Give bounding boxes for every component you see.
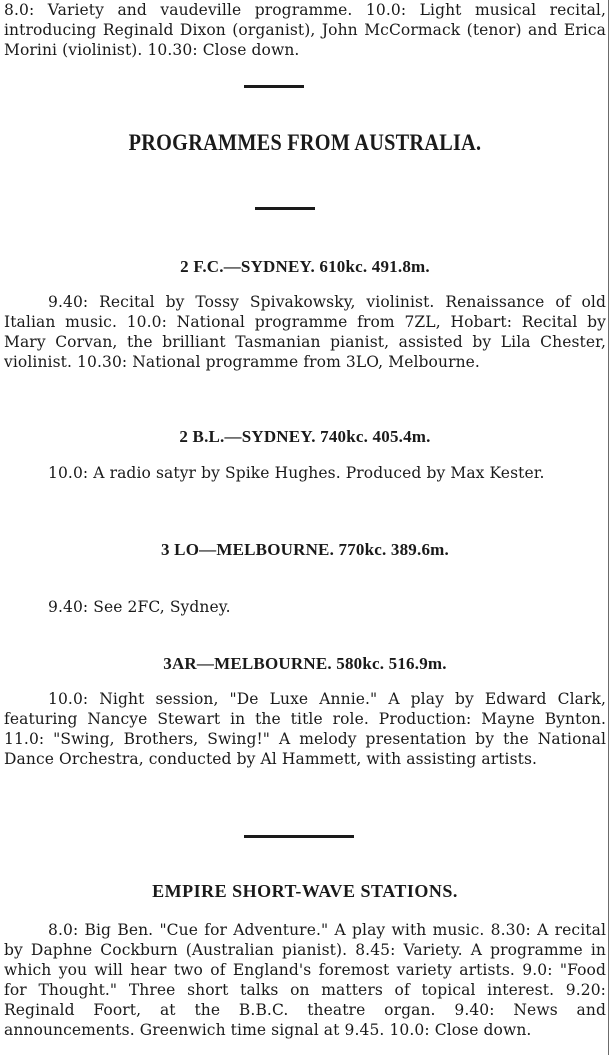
station-heading-2fc: 2 F.C.—SYDNEY. 610kc. 491.8m. [180, 257, 430, 276]
divider-rule [244, 835, 354, 838]
station-programme-3ar: 10.0: Night session, "De Luxe Annie." A play by Edward Clark, featuring Nancye Stewart in the title role. Production: Mayne Bynton. 11.0: "Swing, Brothers, Swing!" A melody presentation by the National Dance Orchestra, conducted by Al Hammett, with assisting artists. [4, 690, 606, 768]
station-heading-3ar: 3AR—MELBOURNE. 580kc. 516.9m. [163, 654, 447, 673]
empire-programme: 8.0: Big Ben. "Cue for Adventure." A play with music. 8.30: A recital by Daphne Cockburn (Australian pianist). 8.45: Variety. A programme in which you will hear two of England's foremost variety artists. 9.0: "Food for Thought." Three short talks on matters of topical interest. 9.20: Reginald Foort, at the B.B.C. theatre organ. 9.40: News and announcements. Greenwich time signal at 9.45. 10.0: Close down. [4, 921, 606, 1039]
divider-rule [244, 85, 304, 88]
station-programme-2bl: 10.0: A radio satyr by Spike Hughes. Produced by Max Kester. [48, 464, 545, 482]
station-programme-3lo: 9.40: See 2FC, Sydney. [48, 598, 231, 616]
section-title-empire: EMPIRE SHORT-WAVE STATIONS. [152, 881, 458, 901]
intro-paragraph: 8.0: Variety and vaudeville programme. 10.0: Light musical recital, introducing Reginald Dixon (organist), John McCormack (tenor) and Erica Morini (violinist). 10.30: Close down. [4, 1, 606, 59]
column-edge-line [608, 0, 609, 1055]
divider-rule [255, 207, 315, 210]
station-heading-3lo: 3 LO—MELBOURNE. 770kc. 389.6m. [161, 540, 449, 559]
station-heading-2bl: 2 B.L.—SYDNEY. 740kc. 405.4m. [179, 427, 431, 446]
station-programme-2fc: 9.40: Recital by Tossy Spivakowsky, violinist. Renaissance of old Italian music. 10.0: National programme from 7ZL, Hobart: Recital by Mary Corvan, the brilliant Tasmanian pianist, assisted by Lila Chester, violinist. 10.30: National programme from 3LO, Melbourne. [4, 293, 606, 371]
section-title-australia: PROGRAMMES FROM AUSTRALIA. [128, 130, 482, 155]
